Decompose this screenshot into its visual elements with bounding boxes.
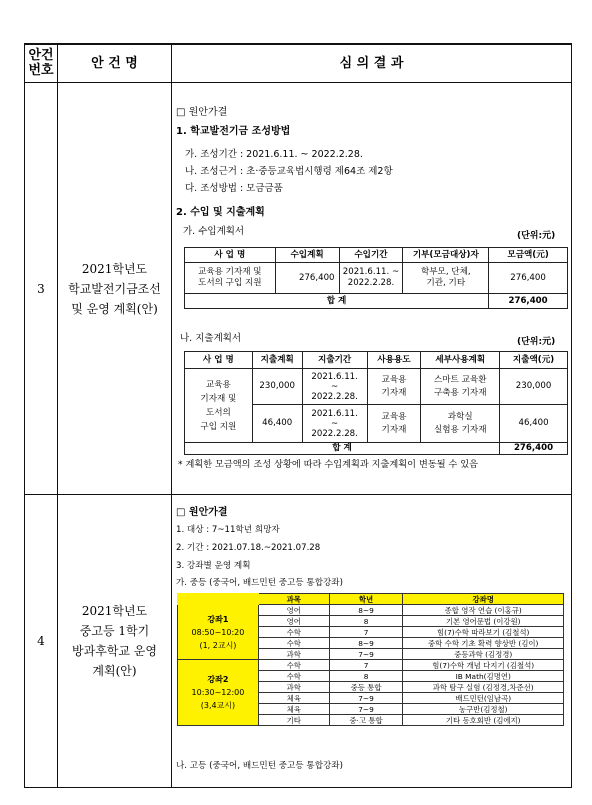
- expense-header: 세부사용계획: [421, 352, 500, 369]
- expense-cell: 230,000: [500, 369, 568, 405]
- expense-unit: (단위:元): [517, 337, 556, 347]
- table-cell: 수학: [258, 638, 329, 649]
- table-cell: 8: [329, 671, 403, 682]
- header-no: 안건 번호: [28, 48, 54, 78]
- row4-sub-b: 나. 고등 (중국어, 배드민턴 중고등 통합강좌): [176, 761, 343, 771]
- expense-cell: 2021.6.11. ~ 2022.2.28.: [302, 405, 367, 443]
- income-header: 기부(모금대상)자: [403, 248, 489, 263]
- table-cell: 기타 동호회반 (김에지): [403, 715, 564, 726]
- expense-header: 사용용도: [367, 352, 421, 369]
- row3-title: 2021학년도 학교발전기금조선 및 운영 계획(안): [68, 261, 161, 316]
- afterschool-table: [177, 593, 564, 726]
- header-name: 안 건 명: [91, 55, 138, 71]
- block-1-title: 강좌1: [207, 614, 229, 624]
- row3-heading-2: 2. 수입 및 지출계획: [176, 207, 265, 218]
- table-corner: [178, 594, 259, 605]
- table-cell: 중등 통합: [329, 682, 403, 693]
- income-header: 수입기간: [339, 248, 403, 263]
- income-header: 사 업 명: [185, 248, 276, 263]
- table-cell: 8~9: [329, 605, 403, 616]
- table-header: 강좌명: [403, 594, 564, 605]
- table-cell: 기본 영어문법 (이강원): [403, 616, 564, 627]
- expense-total: 276,400: [500, 443, 568, 455]
- block-2: [178, 660, 259, 726]
- table-cell: 중학 수학 기초 확력 향상반 (김이): [403, 638, 564, 649]
- table-cell: 종합 영작 연습 (이홍규): [403, 605, 564, 616]
- row3-number: 3: [37, 281, 45, 296]
- block-2-time: 10:30~12:00: [191, 688, 245, 697]
- table-cell: 영어: [258, 616, 329, 627]
- table-cell: 7~9: [329, 704, 403, 715]
- table-cell: 8~9: [329, 638, 403, 649]
- block-1-periods: (1, 2교시): [199, 640, 237, 650]
- table-cell: 과학: [258, 649, 329, 660]
- table-cell: 7~9: [329, 693, 403, 704]
- table-cell: 7: [329, 660, 403, 671]
- expense-cell: 2021.6.11. ~ 2022.2.28.: [302, 369, 367, 405]
- row3-note: * 계획한 모금액의 조성 상황에 따라 수입계획과 지출계획이 변동될 수 있음: [178, 459, 479, 470]
- expense-header: 지출액(元): [500, 352, 568, 369]
- table-cell: 힘(7)수학 따라보기 (김철석): [403, 627, 564, 638]
- expense-table: [184, 351, 568, 455]
- header-result: 심 의 결 과: [339, 55, 404, 71]
- table-cell: 수학: [258, 660, 329, 671]
- row3-line-1: 가. 조성기간 : 2021.6.11. ~ 2022.2.28.: [185, 149, 363, 160]
- expense-cell: 과학실 실험용 기자재: [421, 405, 500, 443]
- expense-cell: 교육용 기자재: [367, 369, 421, 405]
- table-cell: 중등과학 (김정경): [403, 649, 564, 660]
- table-cell: 체육: [258, 693, 329, 704]
- income-title: 가. 수입계획서: [183, 226, 245, 237]
- table-cell: 7: [329, 627, 403, 638]
- col-divider-2: [171, 43, 172, 788]
- expense-cell: 46,400: [252, 405, 302, 443]
- table-header: 학년: [329, 594, 403, 605]
- table-cell: 수학: [258, 627, 329, 638]
- income-cell: 276,400: [489, 263, 568, 294]
- income-cell: 2021.6.11. ~ 2022.2.28.: [339, 263, 403, 294]
- outer-border-right: [571, 43, 572, 788]
- income-cell: 교육용 기자재 및 도서의 구입 지원: [185, 263, 276, 294]
- expense-cell: 스마트 교육환 구축용 기자재: [421, 369, 500, 405]
- row4-title: 2021학년도 중고등 1학기 방과후학교 운영 계획(안): [72, 604, 157, 678]
- table-cell: 중·고 통합: [329, 715, 403, 726]
- row3-heading-1: 1. 학교발전기금 조성방법: [176, 126, 291, 137]
- income-header: 모금액(元): [489, 248, 568, 263]
- table-cell: 체육: [258, 704, 329, 715]
- expense-total-label: 합 계: [185, 443, 500, 455]
- table-cell: 수학: [258, 671, 329, 682]
- table-cell: 8: [329, 616, 403, 627]
- income-unit: (단위:元): [517, 231, 556, 241]
- row4-line-3: 3. 강좌별 운영 계획: [176, 561, 251, 571]
- block-2-periods: (3,4교시): [200, 701, 236, 710]
- table-cell: 과학: [258, 682, 329, 693]
- expense-cell: 교육용 기자재: [367, 405, 421, 443]
- expense-project: 교육용 기자재 및 도서의 구입 지원: [185, 369, 253, 443]
- row4-number: 4: [37, 634, 45, 648]
- expense-cell: 230,000: [252, 369, 302, 405]
- income-cell: 학부모, 단체, 기관, 기타: [403, 263, 489, 294]
- table-cell: 기타: [258, 715, 329, 726]
- table-cell: IB Math(김명연): [403, 671, 564, 682]
- expense-header: 지출계획: [252, 352, 302, 369]
- expense-cell: 46,400: [500, 405, 568, 443]
- income-cell: 276,400: [275, 263, 339, 294]
- outer-border-bottom: [24, 787, 572, 788]
- expense-header: 사 업 명: [185, 352, 253, 369]
- table-cell: 힘(7)수학 개념 다지기 (김철석): [403, 660, 564, 671]
- row3-line-2: 나. 조성근거 : 초·중등교육법시행령 제64조 제2항: [185, 166, 393, 177]
- income-table: [184, 247, 568, 309]
- row4-line-2: 2. 기간 : 2021.07.18.~2021.07.28: [176, 543, 321, 553]
- table-header: 과목: [258, 594, 329, 605]
- income-total-label: 합 계: [185, 294, 489, 309]
- row3-line-3: 다. 조성방법 : 모금금품: [185, 183, 283, 194]
- table-cell: 7~9: [329, 649, 403, 660]
- block-1: [178, 605, 259, 660]
- table-cell: 배드민턴(임남곡): [403, 693, 564, 704]
- table-cell: 과학 탐구 실험 (김정경,차준선): [403, 682, 564, 693]
- block-1-time: 08:50~10:20: [191, 627, 245, 637]
- block-2-title: 강좌2: [207, 675, 229, 684]
- row3-section: □ 원안가결: [176, 107, 228, 118]
- row4-section: □ 원안가결: [176, 507, 228, 518]
- table-cell: 농구반(김정철): [403, 704, 564, 715]
- expense-title: 나. 지출계획서: [180, 333, 242, 344]
- expense-header: 지출기간: [302, 352, 367, 369]
- row4-line-1: 1. 대상 : 7~11학년 희망자: [176, 525, 280, 535]
- table-cell: 영어: [258, 605, 329, 616]
- row4-sub-a: 가. 중등 (중국어, 배드민턴 중고등 통합강좌): [176, 578, 343, 588]
- income-total: 276,400: [489, 294, 568, 309]
- income-header: 수입계획: [275, 248, 339, 263]
